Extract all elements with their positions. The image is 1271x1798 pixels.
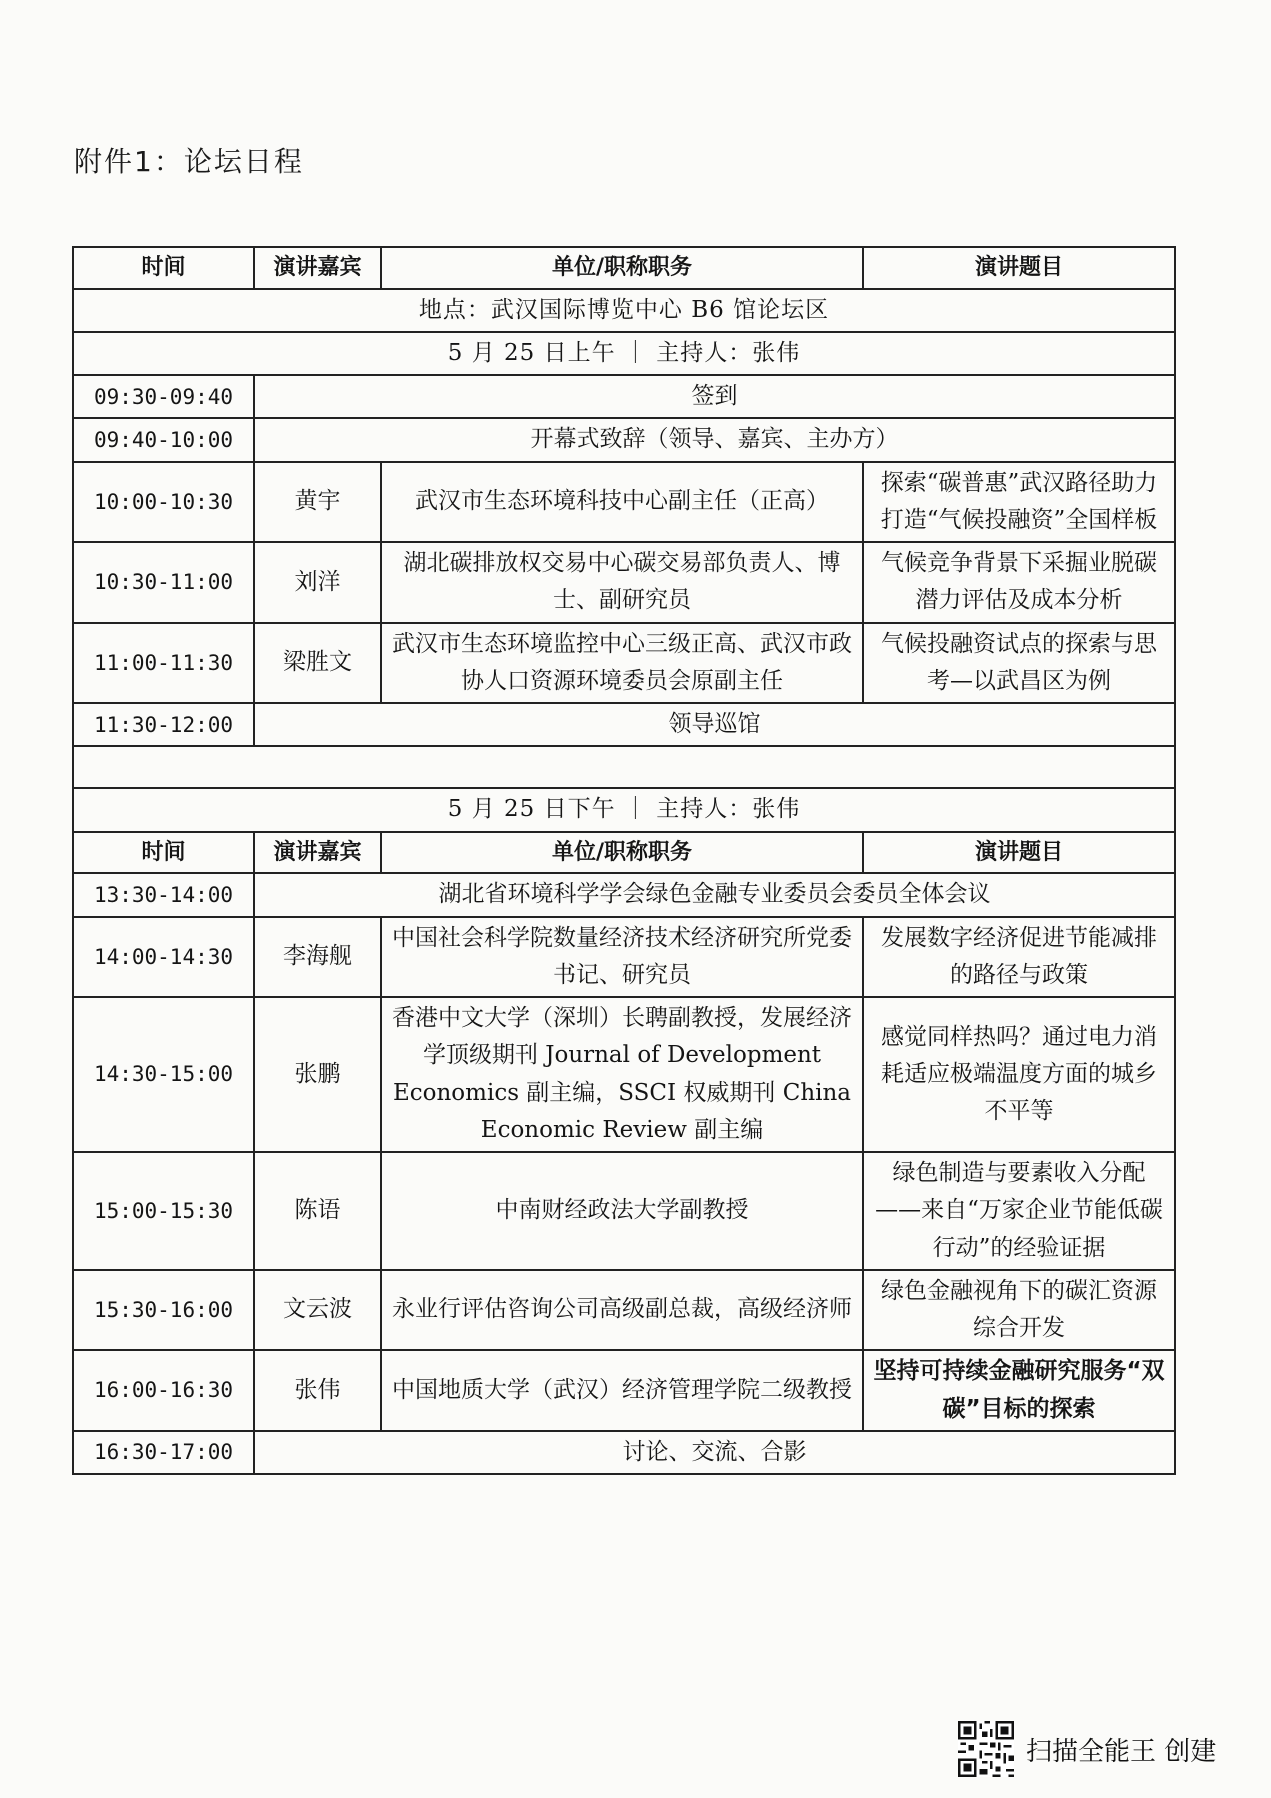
table-row bbox=[73, 1350, 1175, 1431]
blank-cell bbox=[73, 746, 1175, 788]
org-cell: 香港中文大学（深圳）长聘副教授，发展经济学顶级期刊 Journal of Development Economics 副主编，SSCI 权威期刊 China Economic Review 副主编 bbox=[381, 997, 863, 1152]
table-row bbox=[73, 1431, 1175, 1474]
event-cell: 开幕式致辞（领导、嘉宾、主办方） bbox=[254, 418, 1175, 461]
header-topic: 演讲题目 bbox=[863, 832, 1175, 874]
qr-code-icon bbox=[958, 1721, 1014, 1777]
table-row bbox=[73, 1152, 1175, 1270]
scanner-brand-text: 扫描全能王 创建 bbox=[1026, 1736, 1217, 1767]
org-cell: 中国社会科学院数量经济技术经济研究所党委书记、研究员 bbox=[381, 917, 863, 998]
time-cell: 15:00-15:30 bbox=[73, 1152, 254, 1270]
location-row bbox=[73, 289, 1175, 332]
event-cell: 湖北省环境科学学会绿色金融专业委员会委员全体会议 bbox=[254, 873, 1175, 916]
table-row bbox=[73, 917, 1175, 998]
table-row bbox=[73, 418, 1175, 461]
table-row bbox=[73, 462, 1175, 543]
scanner-watermark bbox=[958, 1721, 1216, 1777]
topic-cell: 坚持可持续金融研究服务“双碳”目标的探索 bbox=[863, 1350, 1175, 1431]
org-cell: 湖北碳排放权交易中心碳交易部负责人、博士、副研究员 bbox=[381, 542, 863, 623]
topic-cell: 绿色金融视角下的碳汇资源综合开发 bbox=[863, 1270, 1175, 1351]
speaker-cell: 梁胜文 bbox=[254, 623, 381, 704]
header-time: 时间 bbox=[73, 247, 254, 289]
table-row bbox=[73, 1270, 1175, 1351]
morning-session-row bbox=[73, 332, 1175, 375]
time-cell: 11:00-11:30 bbox=[73, 623, 254, 704]
table-row bbox=[73, 873, 1175, 916]
header-speaker: 演讲嘉宾 bbox=[254, 832, 381, 874]
speaker-cell: 李海舰 bbox=[254, 917, 381, 998]
afternoon-session-row bbox=[73, 788, 1175, 831]
morning-session-title: 5 月 25 日上午 ｜ 主持人：张伟 bbox=[73, 332, 1175, 375]
table-row bbox=[73, 703, 1175, 746]
header-row bbox=[73, 247, 1175, 289]
time-cell: 11:30-12:00 bbox=[73, 703, 254, 746]
speaker-cell: 黄宇 bbox=[254, 462, 381, 543]
header-speaker: 演讲嘉宾 bbox=[254, 247, 381, 289]
header-topic: 演讲题目 bbox=[863, 247, 1175, 289]
page-heading: 附件1：论坛日程 bbox=[74, 145, 304, 178]
speaker-cell: 陈语 bbox=[254, 1152, 381, 1270]
forum-schedule-table bbox=[72, 246, 1176, 1475]
org-cell: 武汉市生态环境科技中心副主任（正高） bbox=[381, 462, 863, 543]
time-cell: 15:30-16:00 bbox=[73, 1270, 254, 1351]
table-row bbox=[73, 542, 1175, 623]
afternoon-session-title: 5 月 25 日下午 ｜ 主持人：张伟 bbox=[73, 788, 1175, 831]
table-row bbox=[73, 623, 1175, 704]
topic-cell: 气候竞争背景下采掘业脱碳潜力评估及成本分析 bbox=[863, 542, 1175, 623]
time-cell: 09:40-10:00 bbox=[73, 418, 254, 461]
topic-cell: 绿色制造与要素收入分配——来自“万家企业节能低碳行动”的经验证据 bbox=[863, 1152, 1175, 1270]
time-cell: 14:00-14:30 bbox=[73, 917, 254, 998]
org-cell: 中国地质大学（武汉）经济管理学院二级教授 bbox=[381, 1350, 863, 1431]
header-org: 单位/职称职务 bbox=[381, 247, 863, 289]
header-time: 时间 bbox=[73, 832, 254, 874]
speaker-cell: 刘洋 bbox=[254, 542, 381, 623]
org-cell: 永业行评估咨询公司高级副总裁，高级经济师 bbox=[381, 1270, 863, 1351]
event-cell: 讨论、交流、合影 bbox=[254, 1431, 1175, 1474]
org-cell: 武汉市生态环境监控中心三级正高、武汉市政协人口资源环境委员会原副主任 bbox=[381, 623, 863, 704]
header-org: 单位/职称职务 bbox=[381, 832, 863, 874]
org-cell: 中南财经政法大学副教授 bbox=[381, 1152, 863, 1270]
speaker-cell: 张伟 bbox=[254, 1350, 381, 1431]
location: 地点：武汉国际博览中心 B6 馆论坛区 bbox=[73, 289, 1175, 332]
blank-row bbox=[73, 746, 1175, 788]
event-cell: 签到 bbox=[254, 375, 1175, 418]
topic-cell: 感觉同样热吗？通过电力消耗适应极端温度方面的城乡不平等 bbox=[863, 997, 1175, 1152]
header-row bbox=[73, 832, 1175, 874]
speaker-cell: 张鹏 bbox=[254, 997, 381, 1152]
time-cell: 10:00-10:30 bbox=[73, 462, 254, 543]
table-row bbox=[73, 375, 1175, 418]
time-cell: 14:30-15:00 bbox=[73, 997, 254, 1152]
time-cell: 13:30-14:00 bbox=[73, 873, 254, 916]
time-cell: 16:00-16:30 bbox=[73, 1350, 254, 1431]
table-row bbox=[73, 997, 1175, 1152]
topic-cell: 气候投融资试点的探索与思考—以武昌区为例 bbox=[863, 623, 1175, 704]
time-cell: 09:30-09:40 bbox=[73, 375, 254, 418]
event-cell: 领导巡馆 bbox=[254, 703, 1175, 746]
time-cell: 10:30-11:00 bbox=[73, 542, 254, 623]
topic-cell: 探索“碳普惠”武汉路径助力打造“气候投融资”全国样板 bbox=[863, 462, 1175, 543]
speaker-cell: 文云波 bbox=[254, 1270, 381, 1351]
topic-cell: 发展数字经济促进节能减排的路径与政策 bbox=[863, 917, 1175, 998]
time-cell: 16:30-17:00 bbox=[73, 1431, 254, 1474]
